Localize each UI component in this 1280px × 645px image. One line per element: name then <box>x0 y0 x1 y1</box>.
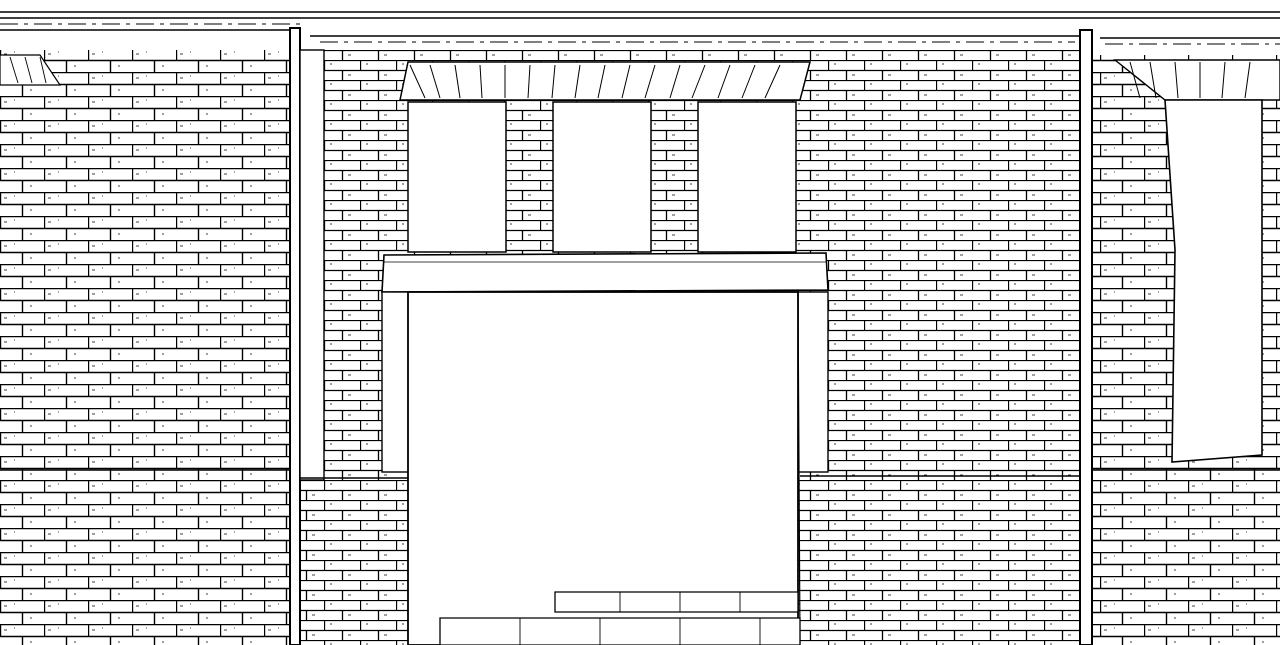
center-lintel <box>400 62 810 100</box>
sill-band <box>382 253 828 292</box>
pilaster-jamb-left <box>300 50 324 480</box>
step-lower <box>440 618 800 645</box>
pilaster-middle <box>1080 30 1092 645</box>
window-light-2 <box>553 102 651 252</box>
step-upper <box>555 592 798 612</box>
center-window-group <box>408 102 796 252</box>
pilaster-left <box>290 28 300 645</box>
window-light-3 <box>698 102 796 252</box>
window-light-1 <box>408 102 506 252</box>
right-window-light <box>1165 100 1262 462</box>
